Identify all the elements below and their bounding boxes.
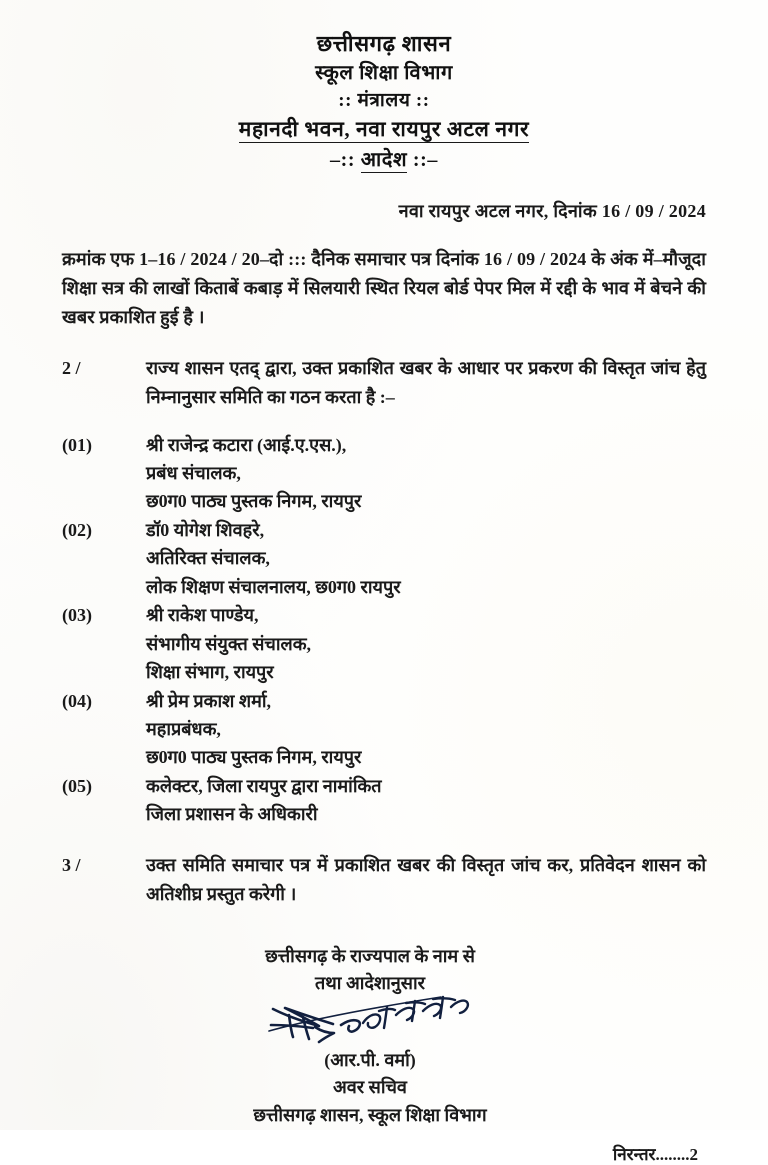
member-designation: जिला प्रशासन के अधिकारी [146,804,318,825]
order-heading-word: आदेश [360,149,408,172]
signatory-name: (आर.पी. वर्मा) [324,1050,416,1071]
member-details [146,601,706,686]
member-office: लोक शिक्षण संचालनालय, छ0ग0 रायपुर [146,576,401,597]
handwritten-signature [62,999,678,1047]
member-office: शिक्षा संभाग, रायपुर [146,662,274,683]
member-office: छ0ग0 पाठ्य पुस्तक निगम, रायपुर [146,491,362,512]
signature-icon [255,995,485,1051]
state-name: छत्तीसगढ़ शासन [316,31,452,56]
member-office: छ0ग0 पाठ्य पुस्तक निगम, रायपुर [146,747,362,768]
office-address-text: महानदी भवन, नवा रायपुर अटल नगर [238,116,530,141]
member-name: श्री राजेन्द्र कटारा (आई.ए.एस.), [146,434,347,455]
paragraph-2-number: 2 / [62,358,81,379]
order-heading [62,146,706,174]
member-details [146,687,706,772]
member-number: (02) [62,519,92,540]
page-continuation-footer [62,1142,706,1165]
member-designation: महाप्रबंधक, [146,718,221,739]
reference-body: दैनिक समाचार पत्र दिनांक 16 / 09 / 2024 के अंक में–मौजूदा शिक्षा सत्र की लाखों किताबें कबाड़ में सिलयारी स्थित रियल बोर्ड पेपर मिल में रद्दी के भाव में बेचने की खबर प्रकाशित हुई है । [62,248,706,328]
memo-label: क्रमांक एफ [62,248,135,269]
page-number: 2 [689,1144,698,1164]
paragraph-3 [62,851,706,909]
office-address [62,115,706,145]
reference-paragraph [62,245,706,332]
signatory-designation: अवर सचिव [333,1077,407,1098]
committee-member-5 [62,772,706,829]
committee-member-2 [62,516,706,601]
committee-member-4 [62,687,706,772]
member-number: (04) [62,690,92,711]
committee-member-1 [62,431,706,516]
continuation-label: निरन्तर........ [612,1144,690,1164]
signatory-department: छत्तीसगढ़ शासन, स्कूल शिक्षा विभाग [253,1104,487,1125]
member-designation: प्रबंध संचालक, [146,463,241,484]
committee-member-3 [62,601,706,686]
paragraph-3-text: उक्त समिति समाचार पत्र में प्रकाशित खबर की विस्तृत जांच कर, प्रतिवेदन शासन को अतिशीघ्र प्रस्तुत करेगी । [146,854,706,904]
place-and-date: नवा रायपुर अटल नगर, दिनांक 16 / 09 / 2024 [398,200,706,221]
member-number: (03) [62,605,92,626]
paragraph-2-text: राज्य शासन एतद् द्वारा, उक्त प्रकाशित खबर के आधार पर प्रकरण की विस्तृत जांच हेतु निम्नानुसार समिति का गठन करता है :– [146,358,706,408]
order-heading-suffix: ::– [407,149,438,172]
member-designation: संभागीय संयुक्त संचालक, [146,633,312,654]
signature-block [62,943,706,1130]
by-order-line-2: तथा आदेशानुसार [315,973,425,994]
department-name: स्कूल शिक्षा विभाग [315,62,453,85]
committee-list [62,431,706,829]
member-details [146,431,706,516]
paragraph-3-number: 3 / [62,854,81,875]
letterhead [62,0,706,175]
member-number: (01) [62,434,92,455]
member-number: (05) [62,775,92,796]
order-heading-prefix: –:: [330,149,361,172]
member-designation: अतिरिक्त संचालक, [146,548,270,569]
member-details [146,772,706,829]
paragraph-2 [62,354,706,412]
member-name: श्री राकेश पाण्डेय, [146,605,259,626]
member-name: डॉ0 योगेश शिवहरे, [146,519,265,540]
by-order-line-1: छत्तीसगढ़ के राज्यपाल के नाम से [265,946,475,967]
memo-number: 1–16 / 2024 / 20–दो [139,248,284,269]
ministry-name: :: मंत्रालय :: [338,89,430,111]
memo-separator: ::: [288,248,307,269]
member-details [146,516,706,601]
member-name: कलेक्टर, जिला रायपुर द्वारा नामांकित [146,775,382,796]
member-name: श्री प्रेम प्रकाश शर्मा, [146,690,272,711]
